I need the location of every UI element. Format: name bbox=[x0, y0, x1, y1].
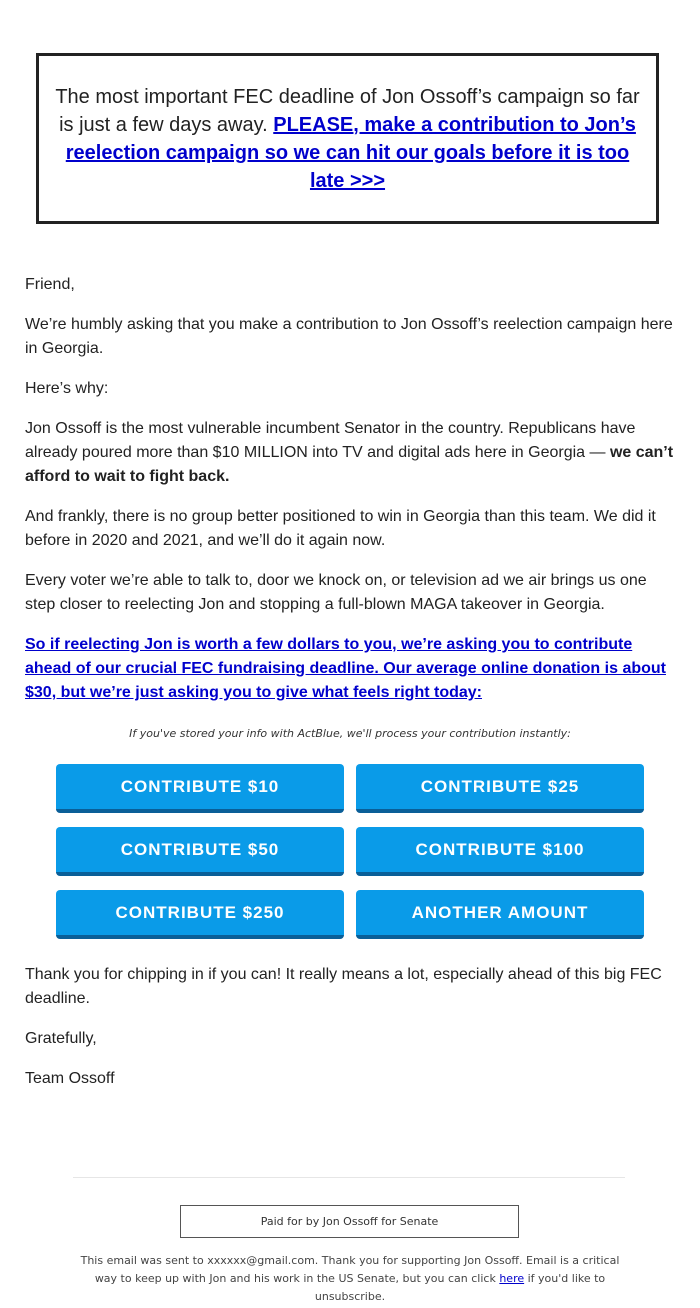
contribute-100-button[interactable]: CONTRIBUTE $100 bbox=[356, 827, 644, 876]
paragraph-vulnerable-bold: we can’t afford to wait to fight back. bbox=[25, 444, 674, 485]
unsubscribe-link[interactable]: here bbox=[499, 1272, 525, 1285]
greeting: Friend, bbox=[25, 276, 75, 293]
deadline-alert-box bbox=[36, 53, 659, 224]
signoff: Gratefully, bbox=[25, 1030, 97, 1047]
thanks-paragraph: Thank you for chipping in if you can! It really means a lot, especially ahead of this big FEC deadline. bbox=[25, 966, 662, 1007]
letter-body bbox=[25, 273, 680, 721]
footer-unsubscribe-text: if you'd like to unsubscribe. bbox=[314, 1272, 606, 1303]
letter-closing bbox=[25, 963, 680, 1107]
paid-for-box bbox=[180, 1205, 519, 1238]
signature: Team Ossoff bbox=[25, 1070, 115, 1087]
contribute-250-button[interactable]: CONTRIBUTE $250 bbox=[56, 890, 344, 939]
paragraph-heres-why: Here’s why: bbox=[25, 380, 109, 397]
alert-contribute-link[interactable]: PLEASE, make a contribution to Jon’s reelection campaign so we can hit our goals before it is too late >>> bbox=[65, 113, 636, 192]
footer-divider bbox=[73, 1177, 625, 1178]
contribute-50-button[interactable]: CONTRIBUTE $50 bbox=[56, 827, 344, 876]
paragraph-cta bbox=[25, 633, 680, 705]
paid-for-text: Paid for by Jon Ossoff for Senate bbox=[260, 1215, 439, 1228]
alert-intro-text: The most important FEC deadline of Jon Ossoff’s campaign so far is just a few days away. bbox=[55, 85, 640, 136]
paragraph-vulnerable-text: Jon Ossoff is the most vulnerable incumbent Senator in the country. Republicans have already poured more than $10 MILLION into TV and digital ads here in Georgia — bbox=[25, 420, 636, 461]
paragraph-team: And frankly, there is no group better positioned to win in Georgia than this team. We did it before in 2020 and 2021, and we’ll do it again now. bbox=[25, 508, 656, 549]
contribute-25-button[interactable]: CONTRIBUTE $25 bbox=[356, 764, 644, 813]
another-amount-button[interactable]: ANOTHER AMOUNT bbox=[356, 890, 644, 939]
alert-content bbox=[49, 83, 646, 195]
paragraph-voters: Every voter we’re able to talk to, door we knock on, or television ad we air brings us one step closer to reelecting Jon and stopping a full-blown MAGA takeover in Georgia. bbox=[25, 572, 647, 613]
actblue-note: If you've stored your info with ActBlue, we'll process your contribution instantly: bbox=[129, 727, 571, 740]
paragraph-ask: We’re humbly asking that you make a contribution to Jon Ossoff’s reelection campaign here in Georgia. bbox=[25, 316, 673, 357]
footer-sent-to-text: This email was sent to xxxxxx@gmail.com. Thank you for supporting Jon Ossoff. Email is a critical way to keep up with Jon and his work in the US Senate, but you can click bbox=[80, 1254, 620, 1285]
footer-text bbox=[70, 1252, 630, 1306]
cta-contribute-link[interactable]: So if reelecting Jon is worth a few dollars to you, we’re asking you to contribute ahead of our crucial FEC fundraising deadline. Our average online donation is about $30, but we’re just asking you to give what feels right today: bbox=[25, 636, 666, 701]
contribute-10-button[interactable]: CONTRIBUTE $10 bbox=[56, 764, 344, 813]
paragraph-vulnerable bbox=[25, 417, 680, 489]
